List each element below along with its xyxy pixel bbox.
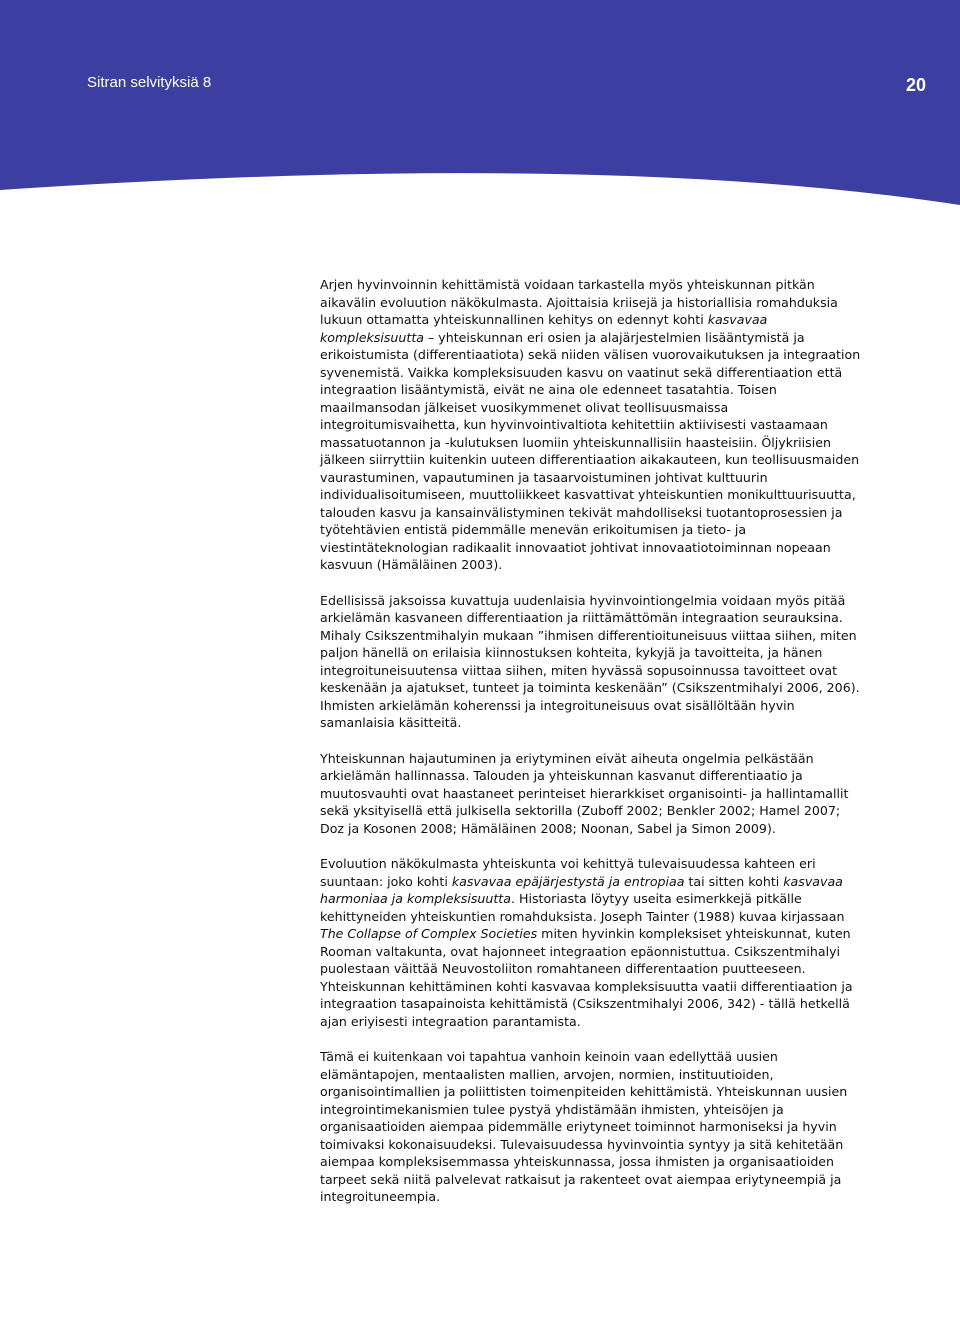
- paragraph: [320, 855, 865, 1030]
- italic-text: kasvavaa epäjärjestystä ja entropiaa: [451, 873, 685, 889]
- series-title: Sitran selvityksiä 8: [87, 74, 212, 91]
- text-segment: Arjen hyvinvoinnin kehittämistä voidaan tarkastella myös yhteiskunnan pitkän aikavälin evoluution näkökulmasta. Ajoittaisia kriisejä ja historiallisia romahduksia lukuun ottamatta yhteiskunnallinen kehitys on edennyt kohti: [320, 277, 838, 327]
- italic-text: kasvavaa kompleksisuutta: [320, 312, 768, 345]
- text-segment: . Historiasta löytyy useita esimerkkejä pitkälle kehittyneiden yhteiskuntien romahduksista. Joseph Tainter (1988) kuvaa kirjassaan: [320, 891, 845, 924]
- text-segment: Tämä ei kuitenkaan voi tapahtua vanhoin keinoin vaan edellyttää uusien elämäntapojen, mentaalisten mallien, arvojen, normien, instituutioiden, organisointimallien ja poliittisten toimenpiteiden kehittämistä. Yhteiskunnan uusien integrointimekanismien tulee pystyä yhdistämään ihmisten, yhteisöjen ja organisaatioiden aiempaa pidemmälle eriytyneet toiminnot harmoniseksi ja hyvin toimivaksi kokonaisuudeksi. Tulevaisuudessa hyvinvointia syntyy ja sitä kehitetään aiempaa kompleksisemmassa yhteiskunnassa, jossa ihmisten ja organisaatioiden tarpeet sekä niitä palvelevat ratkaisut ja rakenteet ovat aiempaa eriytyneempiä ja integroituneempia.: [320, 1049, 848, 1204]
- paragraph: [320, 276, 865, 574]
- text-segment: miten hyvinkin kompleksiset yhteiskunnat, kuten Rooman valtakunta, ovat hajonneet integraation epäonnistuttua. Csikszentmihalyi puolestaan väittää Neuvostoliiton romahtaneen differentaation puutteeseen. Yhteiskunnan kehittäminen kohti kasvavaa kompleksisuutta vaatii differentiaation ja integraation tasapainoista kehittämistä (Csikszentmihalyi 2006, 342) - tällä hetkellä ajan eriyisesti integraation parantamista.: [320, 926, 853, 1029]
- page-header: [0, 0, 960, 205]
- text-segment: Edellisissä jaksoissa kuvattuja uudenlaisia hyvinvointiongelmia voidaan myös pitää arkielämän kasvaneen differentiaation ja riittämättömän integraation seurauksina. Mihaly Csikszentmihalyin mukaan ”ihmisen differentioituneisuus viittaa siihen, miten paljon hänellä on erilaisia kiinnostuksen kohteita, kykyjä ja tavoitteita, ja hänen integroituneisuutensa viittaa siihen, miten hyvässä sopusoinnussa tavoitteet ovat keskenään ja ajatukset, tunteet ja toiminta keskenään” (Csikszentmihalyi 2006, 206). Ihmisten arkielämän koherenssi ja integroituneisuus ovat sisällöltään hyvin samanlaisia käsitteitä.: [320, 592, 860, 730]
- text-segment: – yhteiskunnan eri osien ja alajärjestelmien lisääntymistä ja erikoistumista (differentiaatiota) sekä niiden välisen vuorovaikutuksen ja integraation syvenemistä. Vaikka kompleksisuuden kasvu on vaatinut sekä differentiaation että integraation lisääntymistä, eivät ne aina ole edenneet tasatahtia. Toisen maailmansodan jälkeiset vuosikymmenet olivat teollisuusmaissa integroitumisvaihetta, kun hyvinvointivaltiota kehitettiin aktiivisesti vastaamaan massatuotannon ja -kulutuksen luomiin yhteiskunnallisiin haasteisiin. Öljykriisien jälkeen siirryttiin kuitenkin uuteen differentiaation aikakauteen, kun teollisuusmaiden vaurastuminen, vapautuminen ja tasaarvoistuminen johtivat kulttuurin individualisoitumiseen, muuttoliikkeet kasvattivat yhteiskuntien monikulttuurisuutta, talouden kasvu ja kansainvälistyminen tekivät mahdolliseksi tuotantoprosessien ja työtehtävien entistä pidemmälle menevän erikoitumisen ja tieto- ja viestintäteknologian radikaalit innovaatiot johtivat innovaatiotoiminnan nopeaan kasvuun (Hämäläinen 2003).: [320, 329, 861, 572]
- paragraph: [320, 592, 865, 732]
- body-text: [320, 276, 865, 1224]
- italic-text: The Collapse of Complex Societies: [320, 926, 538, 941]
- header-curve-graphic: [0, 0, 960, 205]
- text-segment: Yhteiskunnan hajautuminen ja eriytyminen eivät aiheuta ongelmia pelkästään arkielämän hallinnassa. Talouden ja yhteiskunnan kasvanut differentiaatio ja muutosvauhti ovat haastaneet perinteiset hierarkkiset organisointi- ja hallintamallit sekä yksityisellä että julkisella sektorilla (Zuboff 2002; Benkler 2002; Hamel 2007; Doz ja Kosonen 2008; Hämäläinen 2008; Noonan, Sabel ja Simon 2009).: [320, 750, 849, 836]
- text-segment: Evoluution näkökulmasta yhteiskunta voi kehittyä tulevaisuudessa kahteen eri suuntaan: joko kohti: [320, 856, 816, 889]
- text-segment: tai sitten kohti: [684, 873, 784, 889]
- page-number: 20: [905, 75, 926, 95]
- italic-text: kasvavaa harmoniaa ja kompleksisuutta: [320, 873, 843, 906]
- paragraph: [320, 750, 865, 838]
- paragraph: [320, 1048, 865, 1206]
